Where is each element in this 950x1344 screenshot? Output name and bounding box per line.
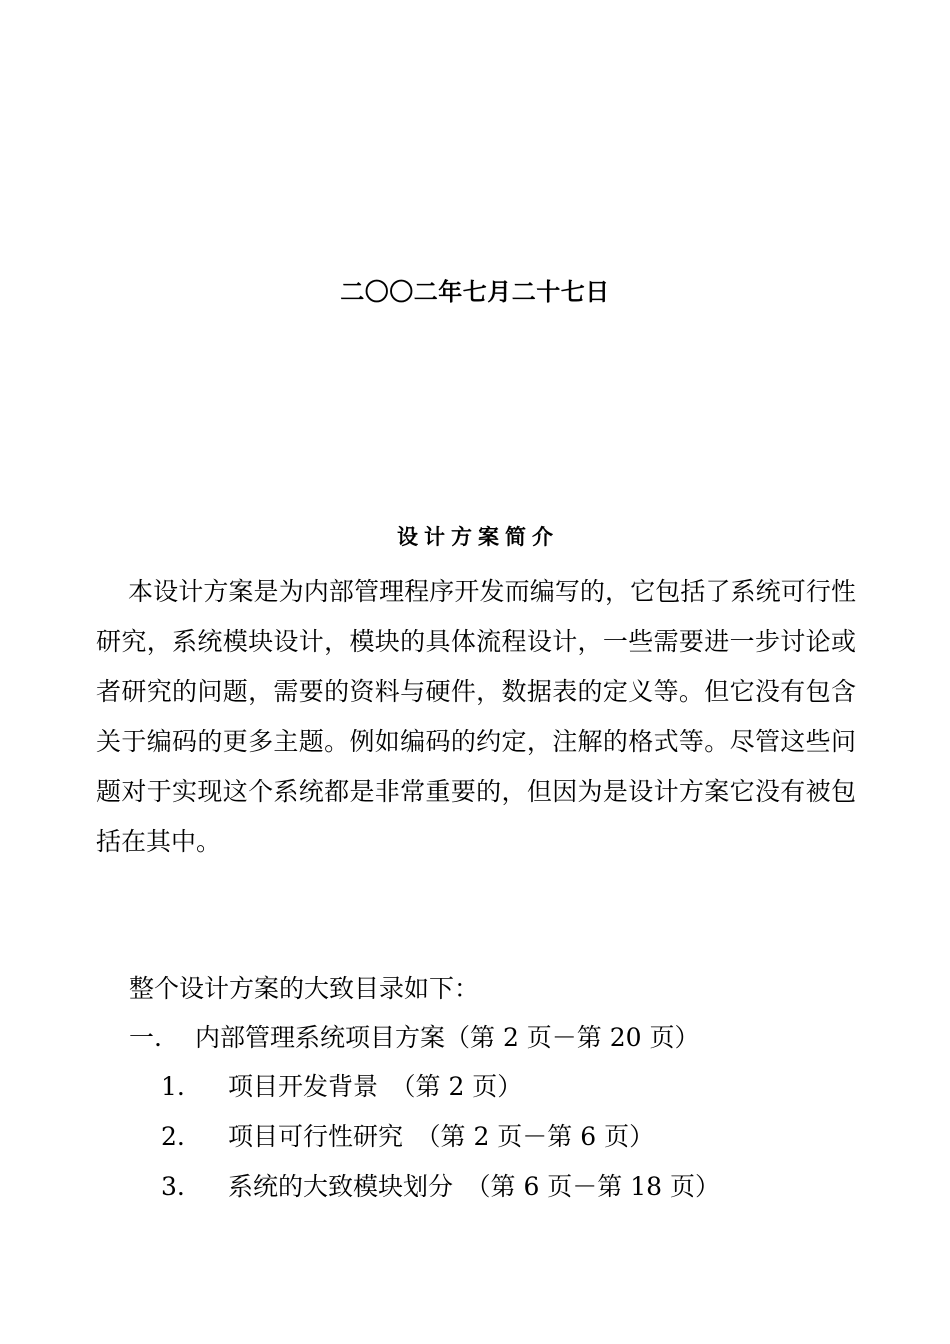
toc-item-number: 1.	[161, 1072, 185, 1101]
toc-item-4	[161, 1164, 841, 1210]
toc-intro: 整个设计方案的大致目录如下：	[129, 974, 480, 1003]
toc-item-text: 项目可行性研究 （第 2 页－第 6 页）	[228, 1122, 655, 1151]
toc-item-number: 2.	[161, 1122, 185, 1151]
toc-item-number: 一.	[129, 1023, 162, 1052]
toc-item-number: 3.	[161, 1172, 185, 1201]
section-title: 设计方案简介	[397, 524, 559, 549]
toc-item-3	[161, 1114, 841, 1160]
toc-item-text: 内部管理系统项目方案（第 2 页－第 20 页）	[195, 1023, 700, 1052]
toc-item-2	[161, 1064, 841, 1110]
document-date: 二〇〇二年七月二十七日	[340, 278, 610, 306]
toc-item-1	[129, 1015, 829, 1061]
toc-item-text: 项目开发背景 （第 2 页）	[228, 1072, 523, 1101]
toc-item-text: 系统的大致模块划分 （第 6 页－第 18 页）	[228, 1172, 721, 1201]
intro-paragraph: 本设计方案是为内部管理程序开发而编写的，它包括了系统可行性研究，系统模块设计，模块的具体流程设计，一些需要进一步讨论或者研究的问题，需要的资料与硬件，数据表的定义等。但它没有包含关于编码的更多主题。例如编码的约定，注解的格式等。尽管这些问题对于实现这个系统都是非常重要的，但因为是设计方案它没有被包括在其中。	[96, 577, 856, 856]
